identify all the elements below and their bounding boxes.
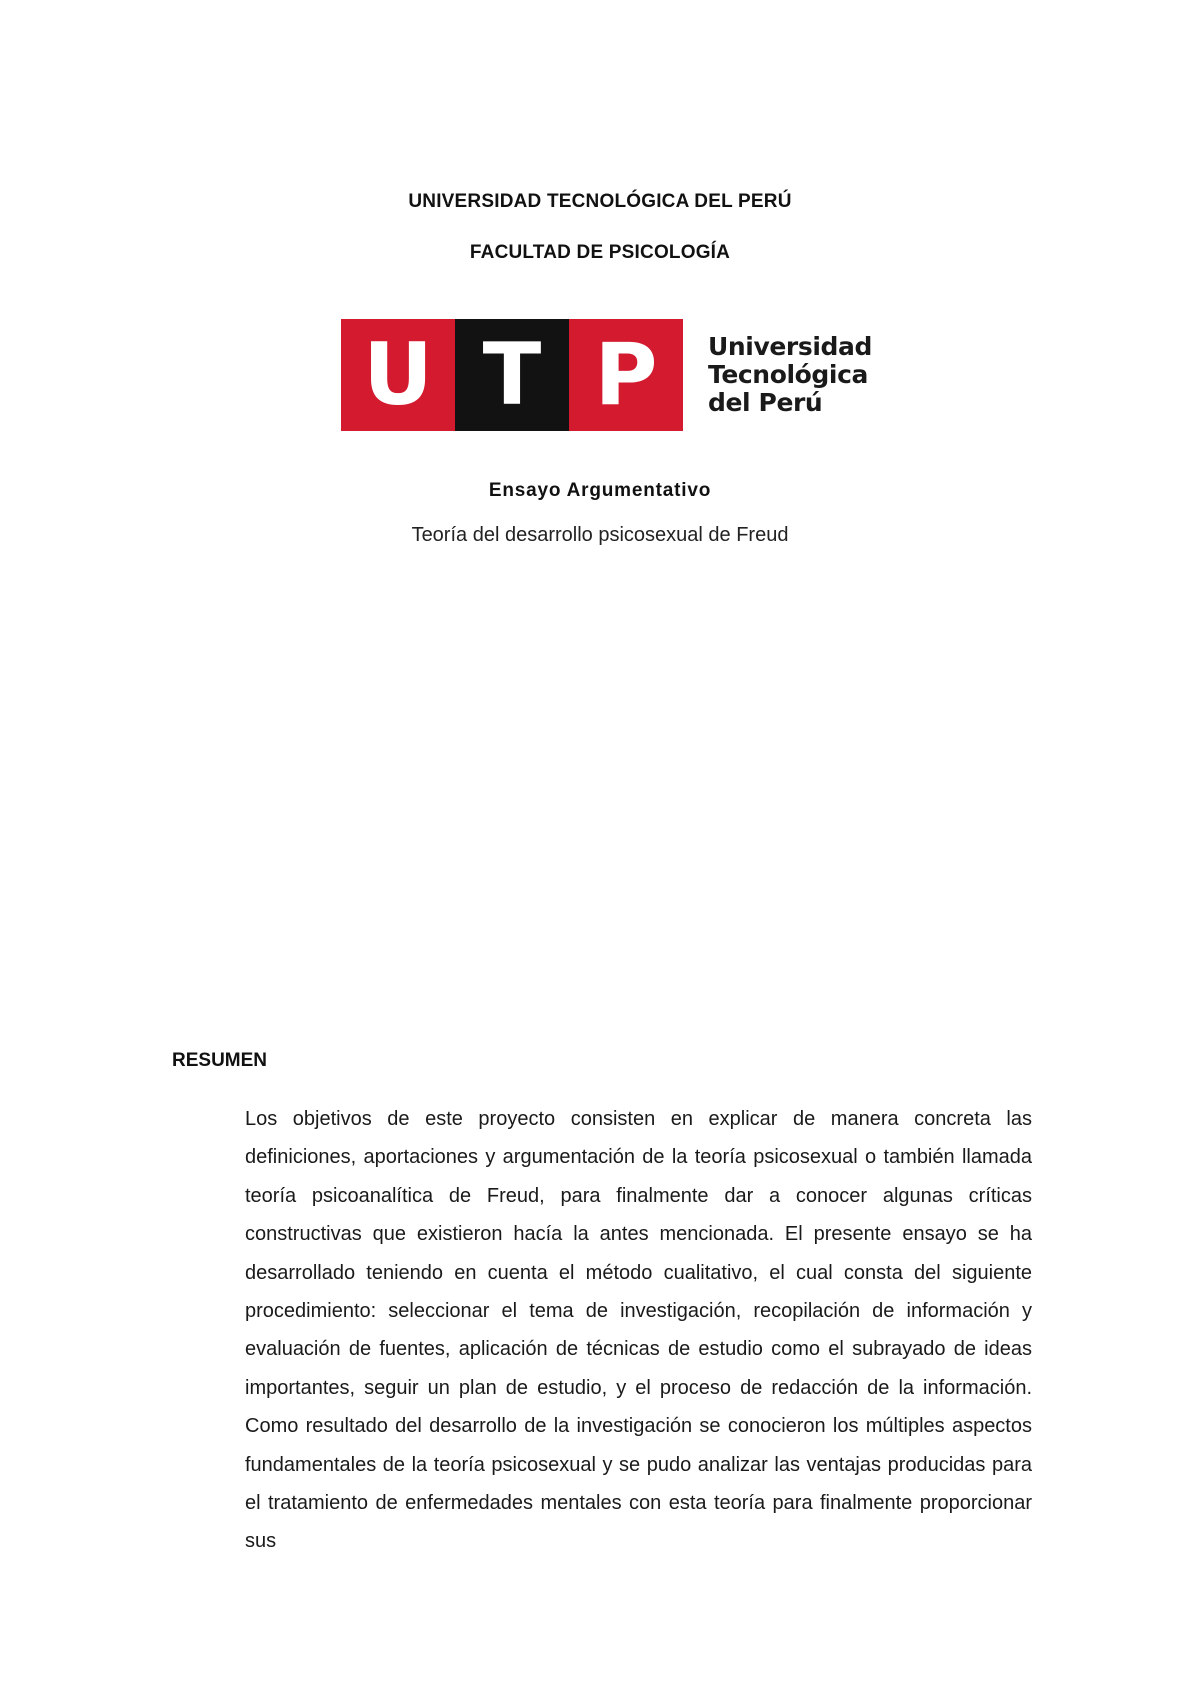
essay-title: Teoría del desarrollo psicosexual de Freud — [411, 524, 789, 546]
logo-letter-u: U — [341, 319, 455, 431]
logo-letter-p: P — [569, 319, 683, 431]
logo-line-3: del Perú — [708, 388, 823, 417]
abstract-heading: RESUMEN — [172, 1050, 268, 1071]
logo-letter-t: T — [455, 319, 569, 431]
abstract-body: Los objetivos de este proyecto consisten en explicar de manera concreta las definiciones, aportaciones y argumentación de la teoría psicosexual o también llamada teoría psicoanalítica de Freud, para finalmente dar a conocer algunas críticas constructivas que existieron hacía la antes mencionada. El presente ensayo se ha desarrollado teniendo en cuenta el método cualitativo, el cual consta del siguiente procedimiento: seleccionar el tema de investigación, recopilación de información y evaluación de fuentes, aplicación de técnicas de estudio como el subrayado de ideas importantes, seguir un plan de estudio, y el proceso de redacción de la información. Como resultado del desarrollo de la investigación se conocieron los múltiples aspectos fundamentales de la teoría psicosexual y se pudo analizar las ventajas producidas para el tratamiento de enfermedades mentales con esta teoría para finalmente proporcionar sus — [245, 1108, 1032, 1553]
utp-logo — [341, 319, 872, 431]
university-title: UNIVERSIDAD TECNOLÓGICA DEL PERÚ — [408, 191, 792, 212]
logo-line-1: Universidad — [708, 332, 872, 361]
faculty-title: FACULTAD DE PSICOLOGÍA — [469, 242, 731, 263]
logo-wordmark — [708, 333, 872, 417]
logo-line-2: Tecnológica — [708, 360, 868, 389]
essay-type: Ensayo Argumentativo — [488, 480, 712, 501]
